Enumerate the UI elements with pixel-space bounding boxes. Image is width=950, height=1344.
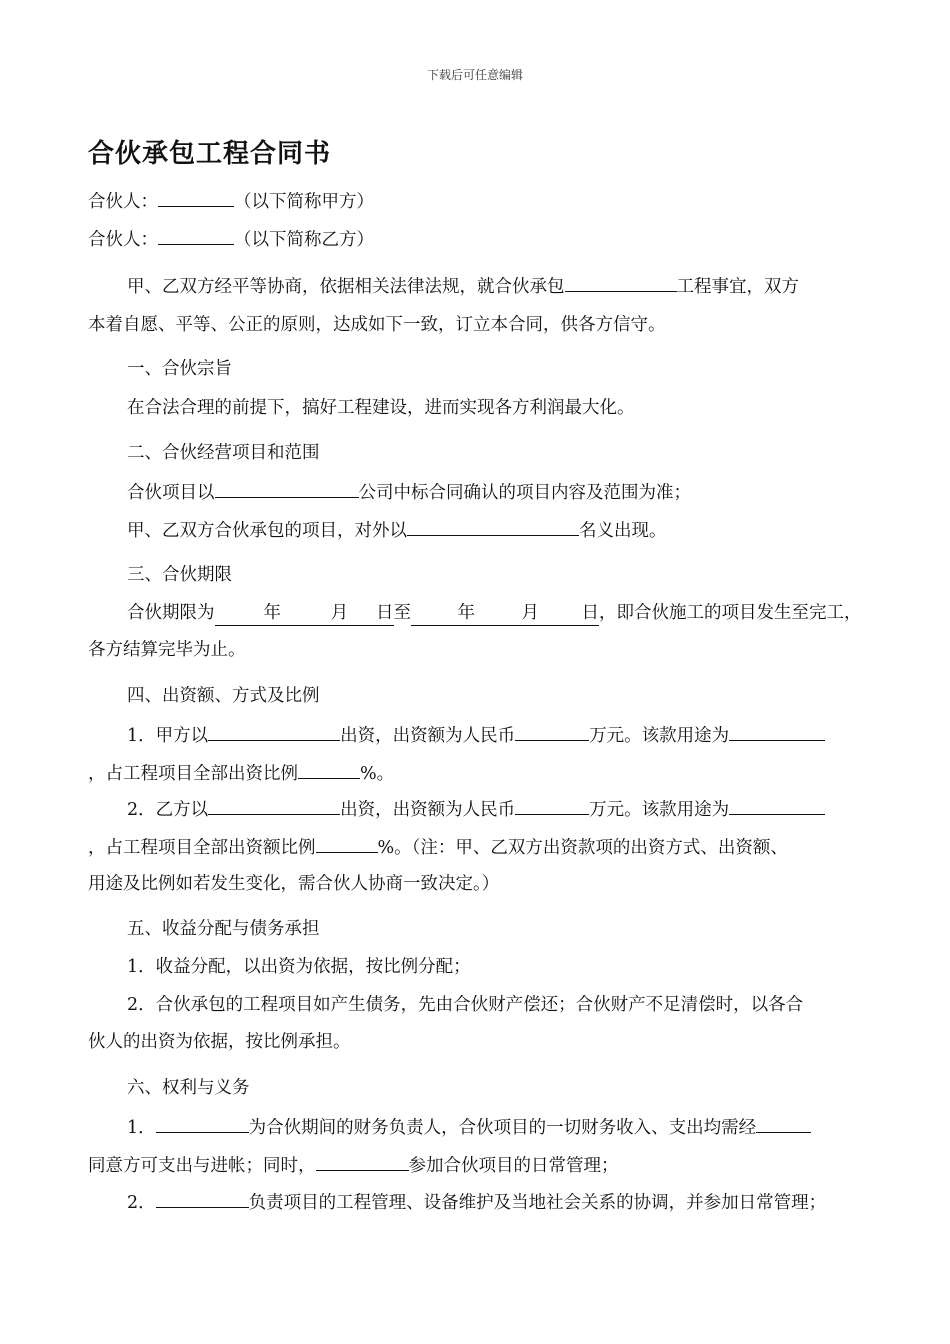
party-a-blank[interactable] [158,188,234,207]
end-day-label: 日 [581,603,599,623]
s3-prefix: 合伙期限为 [127,603,215,623]
project-name-blank[interactable] [565,273,677,292]
section-4-heading: 四、出资额、方式及比例 [127,686,320,706]
section-4-item-1 [127,722,825,748]
section-6-item-1-cont [88,1152,619,1178]
end-date-year[interactable] [411,601,475,626]
party-b-suffix: （以下简称乙方） [234,230,374,250]
section-2-line-1 [127,479,691,505]
s4-i1-e: %。 [360,764,395,784]
party-a-suffix: （以下简称甲方） [234,192,374,212]
engineering-manager-blank[interactable] [156,1189,249,1208]
s4-i2-c: 万元。该款用途为 [589,800,730,820]
section-3-line-1 [127,601,862,626]
section-5-heading: 五、收益分配与债务承担 [127,919,320,939]
party-b-label: 合伙人： [88,230,158,250]
start-year-label: 年 [263,603,281,623]
party-b-usage-blank[interactable] [729,796,825,815]
section-5-item-1: 1．收益分配，以出资为依据，按比例分配； [127,957,471,977]
intro-line-2: 本着自愿、平等、公正的原则，达成如下一致，订立本合同，供各方信守。 [88,315,666,335]
s6-i2-a: 2． [127,1193,156,1213]
s6-i1-a: 1． [127,1118,156,1138]
s2-l1-suffix: 公司中标合同确认的项目内容及范围为准； [358,483,691,503]
s4-i2-a: 2．乙方以 [127,800,209,820]
s4-i2-b: 出资，出资额为人民币 [340,800,516,820]
section-1-heading: 一、合伙宗旨 [127,359,232,379]
company-blank[interactable] [215,479,359,498]
intro-line-1 [127,273,799,299]
end-month-label: 月 [521,603,539,623]
section-2-line-2 [127,517,667,543]
start-day-label: 日 [376,603,394,623]
party-a-ratio-blank[interactable] [298,760,360,779]
finance-manager-blank[interactable] [156,1114,249,1133]
party-b-ratio-blank[interactable] [316,834,378,853]
s2-l2-prefix: 甲、乙双方合伙承包的项目，对外以 [127,521,407,541]
section-6-item-1 [127,1114,811,1140]
s4-i1-c: 万元。该款用途为 [589,726,730,746]
section-3-heading: 三、合伙期限 [127,565,232,585]
party-b-line [88,226,374,252]
party-b-method-blank[interactable] [208,796,340,815]
section-4-item-2-cont [88,834,788,860]
start-month-label: 月 [330,603,349,623]
start-date-day[interactable] [372,601,394,626]
s4-i1-b: 出资，出资额为人民币 [340,726,516,746]
approver-blank[interactable] [756,1114,811,1133]
s3-to: 至 [393,603,411,623]
s4-i2-e: %。（注：甲、乙双方出资款项的出资方式、出资额、 [377,838,788,858]
end-date-month[interactable] [475,601,539,626]
party-b-blank[interactable] [158,226,234,245]
s6-i2-b: 负责项目的工程管理、设备维护及当地社会关系的协调，并参加日常管理； [248,1193,827,1213]
page-header: 下载后可任意编辑 [426,68,523,82]
party-b-amount-blank[interactable] [515,796,589,815]
section-2-heading: 二、合伙经营项目和范围 [127,443,320,463]
external-name-blank[interactable] [407,517,579,536]
end-date-day[interactable] [539,601,599,626]
party-a-label: 合伙人： [88,192,158,212]
s6-i1-c: 同意方可支出与进帐；同时， [88,1156,316,1176]
s6-i1-b: 为合伙期间的财务负责人，合伙项目的一切财务收入、支出均需经 [248,1118,757,1138]
party-a-method-blank[interactable] [208,722,340,741]
s4-i2-d: ，占工程项目全部出资额比例 [88,838,316,858]
section-6-item-2 [127,1189,826,1215]
start-date-year-month[interactable] [215,601,308,626]
section-4-item-2 [127,796,825,822]
end-year-label: 年 [457,603,475,623]
section-4-note: 用途及比例如若发生变化，需合伙人协商一致决定。） [88,874,500,894]
s4-i1-d: ，占工程项目全部出资比例 [88,764,298,784]
intro-part2: 工程事宜，双方 [676,277,799,297]
section-5-item-2: 2．合伙承包的工程项目如产生债务，先由合伙财产偿还；合伙财产不足清偿时，以各合 [127,995,804,1015]
s3-suffix: ，即合伙施工的项目发生至完工， [599,603,862,623]
daily-manager-blank[interactable] [316,1152,409,1171]
section-3-line-2: 各方结算完毕为止。 [88,640,246,660]
start-date-month[interactable] [308,601,372,626]
party-a-amount-blank[interactable] [515,722,589,741]
s2-l1-prefix: 合伙项目以 [127,483,215,503]
s4-i1-a: 1．甲方以 [127,726,209,746]
document-title: 合伙承包工程合同书 [88,139,332,169]
s2-l2-suffix: 名义出现。 [579,521,667,541]
section-1-text: 在合法合理的前提下，搞好工程建设，进而实现各方利润最大化。 [127,398,635,418]
party-a-usage-blank[interactable] [729,722,825,741]
intro-part1: 甲、乙双方经平等协商，依据相关法律法规，就合伙承包 [127,277,565,297]
section-4-item-1-cont [88,760,394,786]
section-5-item-2-cont: 伙人的出资为依据，按比例承担。 [88,1032,351,1052]
section-6-heading: 六、权利与义务 [127,1078,250,1098]
party-a-line [88,188,374,214]
s6-i1-d: 参加合伙项目的日常管理； [408,1156,619,1176]
